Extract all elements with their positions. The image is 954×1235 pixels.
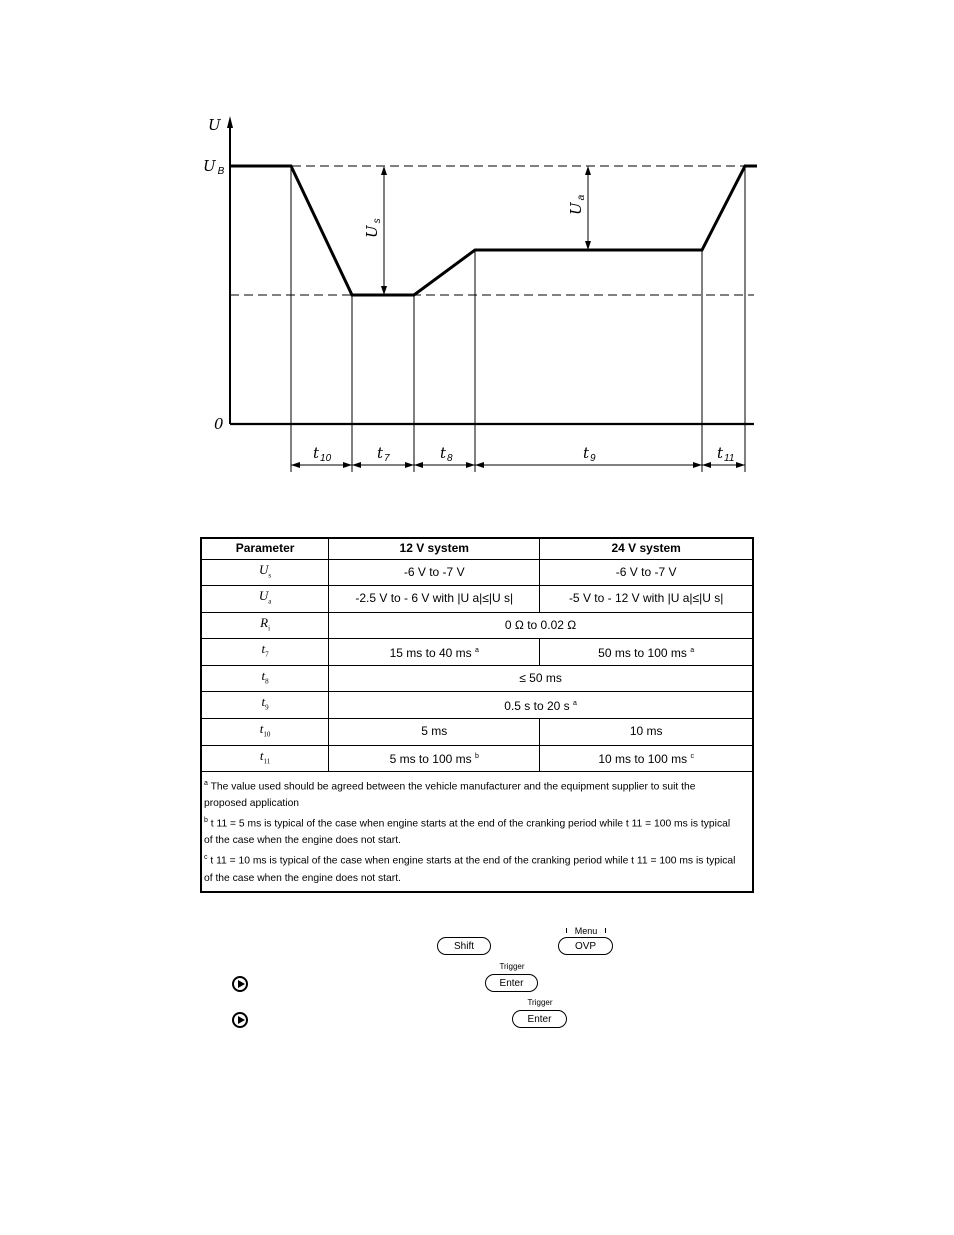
enter-key-button-2[interactable]: Enter [512, 1010, 567, 1028]
value-12v: 5 ms to 100 ms $^b$ [329, 745, 540, 772]
value-merged: ≤ 50 ms [329, 665, 753, 692]
us-label: $U_s$ [363, 218, 383, 238]
t8-label: $t_8$ [440, 444, 453, 464]
table-row [201, 692, 753, 719]
value-12v: -6 V to -7 V [329, 559, 540, 586]
trigger-key-label-2: Trigger [527, 998, 553, 1007]
ub-label: U $_B$ [203, 157, 225, 177]
footnote-b: $^b$ t 11 = 5 ms is typical of the case when engine starts at the end of the cranking period while t 11 = 100 ms is typical [204, 817, 731, 830]
y-axis-arrow [227, 116, 233, 128]
play-circle-icon [232, 1012, 248, 1028]
value-merged: 0.5 s to 20 s $^a$ [329, 692, 753, 719]
table-row [201, 665, 753, 692]
table-row [201, 719, 753, 746]
value-24v: 50 ms to 100 ms $^a$ [540, 639, 753, 666]
param-name: $t_7$ [201, 639, 329, 666]
header-24v: 24 V system [540, 538, 753, 559]
time-markers [291, 166, 745, 472]
footnotes-row [201, 772, 753, 893]
header-12v: 12 V system [329, 538, 540, 559]
footnote-a-cont: proposed application [204, 798, 300, 810]
zero-label: 0 [214, 415, 224, 433]
header-parameter: Parameter [201, 538, 329, 559]
enter-key-button-1[interactable]: Enter [485, 974, 538, 992]
footnote-c-cont: of the case when the engine does not start. [204, 872, 401, 884]
footnote-c: $^c$ t 11 = 10 ms is typical of the case when engine starts at the end of the cranking period while t 11 = 100 ms is typical [204, 854, 736, 867]
table-row [201, 612, 753, 639]
menu-key-label: Menu [574, 926, 598, 936]
param-name: $t_9$ [201, 692, 329, 719]
table-row [201, 639, 753, 666]
table-row [201, 745, 753, 772]
param-name: $t_{11}$ [201, 745, 329, 772]
value-12v: -2.5 V to - 6 V with |U a|≤|U s| [329, 586, 540, 613]
param-name: $U_a$ [201, 586, 329, 613]
param-name: $R_i$ [201, 612, 329, 639]
waveform-line [230, 166, 757, 295]
play-circle-icon [232, 976, 248, 992]
param-name: $t_{10}$ [201, 719, 329, 746]
parameter-table [200, 537, 754, 893]
voltage-waveform-diagram [0, 0, 954, 500]
t9-label: $t_9$ [583, 444, 596, 464]
table-row [201, 586, 753, 613]
value-merged: 0 Ω to 0.02 Ω [329, 612, 753, 639]
t10-label: $t_{10}$ [313, 444, 332, 464]
y-axis-label: U [208, 116, 221, 134]
ua-label: $U_a$ [567, 194, 587, 215]
trigger-key-label-1: Trigger [499, 962, 525, 971]
t7-label: $t_7$ [377, 444, 390, 464]
value-12v: 15 ms to 40 ms $^a$ [329, 639, 540, 666]
value-24v: 10 ms [540, 719, 753, 746]
value-24v: -6 V to -7 V [540, 559, 753, 586]
value-12v: 5 ms [329, 719, 540, 746]
table-row [201, 559, 753, 586]
footnotes [201, 772, 753, 893]
param-name: $U_s$ [201, 559, 329, 586]
ovp-key-button[interactable]: OVP [558, 937, 613, 955]
footnote-b-cont: of the case when the engine does not start. [204, 835, 401, 847]
value-24v: -5 V to - 12 V with |U a|≤|U s| [540, 586, 753, 613]
menu-key-bracket [566, 928, 606, 933]
param-name: $t_8$ [201, 665, 329, 692]
footnote-a: $^a$ The value used should be agreed between the vehicle manufacturer and the equipment supplier to suit the [204, 780, 696, 793]
shift-key-button[interactable]: Shift [437, 937, 491, 955]
t11-label: $t_{11}$ [717, 444, 735, 464]
value-24v: 10 ms to 100 ms $^c$ [540, 745, 753, 772]
table-header-row [201, 538, 753, 559]
